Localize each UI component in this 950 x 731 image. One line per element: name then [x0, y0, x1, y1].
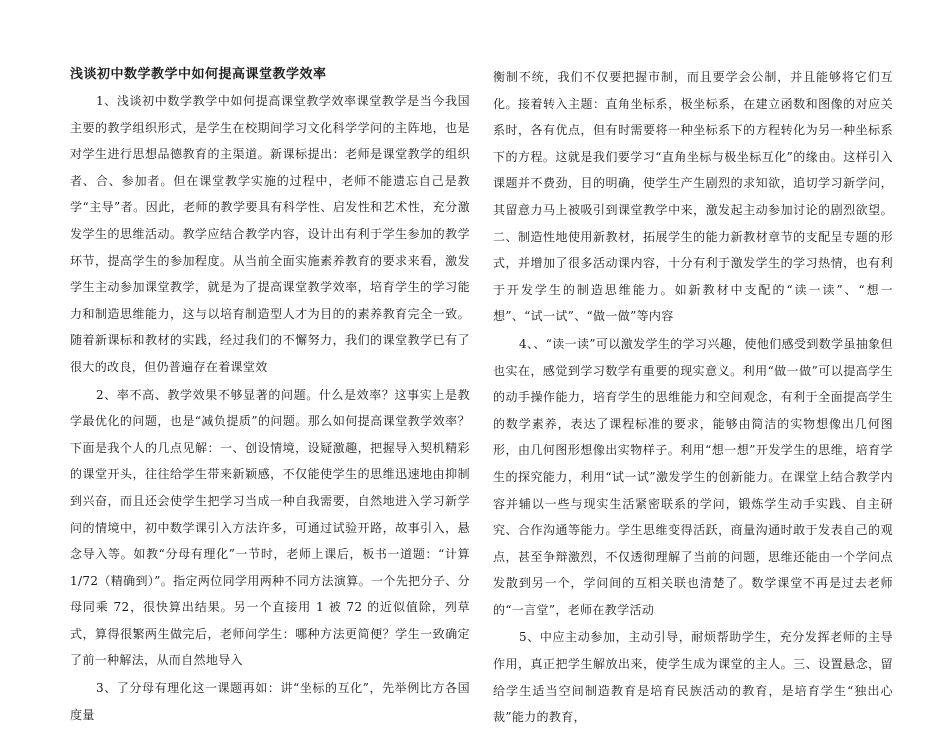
document-title: 浅谈初中数学教学中如何提高课堂教学效率	[70, 67, 327, 82]
right-column	[493, 64, 893, 731]
paragraph-1: 1、浅谈初中数学教学中如何提高课堂教学效率课堂教学是当今我国主要的教学组织形式，是学生在校期间学习文化科学学问的主阵地，也是对学生进行思想品德教育的主渠道。新课标提出：老师是课堂教学的组织者、合、参加者。但在课堂教学实施的过程中，老师不能遗忘自己是教学“主导”者。因此，老师的教学要具有科学性、启发性和艺术性，充分激发学生的思维活动。教学应结合教学内容，设计出有利于学生参加的教学环节，提高学生的参加程度。从当前全面实施素养教育的要求来看，激发学生主动参加课堂教学，就是为了提高课堂教学效率，培育学生的学习能力和制造思维能力，这与以培育制造型人才为目的的素养教育完全一致。随着新课标和教材的实践，经过我们的不懈努力，我们的课堂教学已有了很大的改良，但仍普遍存在着课堂效	[70, 94, 470, 374]
paragraph-3-start: 3、了分母有理化这一课题再如：讲“坐标的互化”，先举例比方各国度量	[70, 681, 470, 722]
paragraph-3-continued: 衡制不统，我们不仅要把握市制，而且要学会公制，并且能够将它们互化。接着转入主题：直角坐标系，极坐标系，在建立函数和图像的对应关系时，各有优点，但有时需要将一种坐标系下的方程转化为另一种坐标系下的方程。这就是我们要学习“直角坐标与极坐标互化”的缘由。这样引入课题并不费劲，目的明确，使学生产生剧烈的求知欲，追切学习新学问，其留意力马上被吸引到课堂教学中来，激发起主动参加讨论的剧烈欲望。二、制造性地使用新教材，拓展学生的能力新教材章节的支配呈专题的形式，并增加了很多活动课内容，十分有利于激发学生的学习热情，也有利于开发学生的制造思维能力。如新教材中支配的“读一读”、“想一想”、“试一试”、“做一做”等内容	[493, 70, 893, 324]
paragraph-4: 4、、“读一读”可以激发学生的学习兴趣，使他们感受到数学虽抽象但也实在，感觉到学习数学有重要的现实意义。利用“做一做”可以提高学生的动手操作能力，培育学生的思维能力和空间观念，有利于全面提高学生的数学素养，表达了课程标准的要求，能够由简洁的实物想像出几何图形，由几何图形想像出实物样子。利用“想一想”开发学生的思维，培育学生的探究能力，利用“试一试”激发学生的创新能力。在课堂上结合教学内容并辅以一些与现实生活紧密联系的学问，锻炼学生动手实践、自主研究、合作沟通等能力。学生思维变得活跃，商量沟通时敢于发表自己的观点，甚至争辩激烈，不仅透彻理解了当前的问题，思维还能由一个学问点发散到另一个，学问间的互相关联也清楚了。数学课堂不再是过去老师的“一言堂”，老师在教学活动	[493, 336, 893, 617]
left-column	[70, 64, 470, 728]
paragraph-2: 2、率不高、教学效果不够显著的问题。什么是效率？这事实上是教学最优化的问题，也是“减负提质”的问题。那么如何提高课堂教学效率？下面是我个人的几点见解：一、创设情境，设疑激趣，把握导入契机精彩的课堂开头，往往给学生带来新颖感，不仅能使学生的思维迅速地由抑制到兴奋，而且还会使学生把学习当成一种自我需要，自然地进入学习新学问的情境中，初中数学课引入方法许多，可通过试验开路，故事引入，悬念导入等。如教“分母有理化”一节时，老师上课后，板书一道题：“计算 1/72（精确到）”。指定两位同学用两种不同方法演算。一个先把分子、分母同乘 72，很快算出结果。另一个直接用 1 被 72 的近似值除，列草式，算得很繁两生做完后，老师问学生：哪种方法更简便？学生一致确定了前一种解法，从而自然地导入	[70, 387, 470, 668]
paragraph-5: 5、中应主动参加，主动引导，耐烦帮助学生，充分发挥老师的主导作用，真正把学生解放出来，使学生成为课堂的主人。三、设置悬念，留给学生适当空间制造教育是培育民族活动的教育，是培育学生“独出心裁”能力的教育，	[493, 630, 893, 725]
